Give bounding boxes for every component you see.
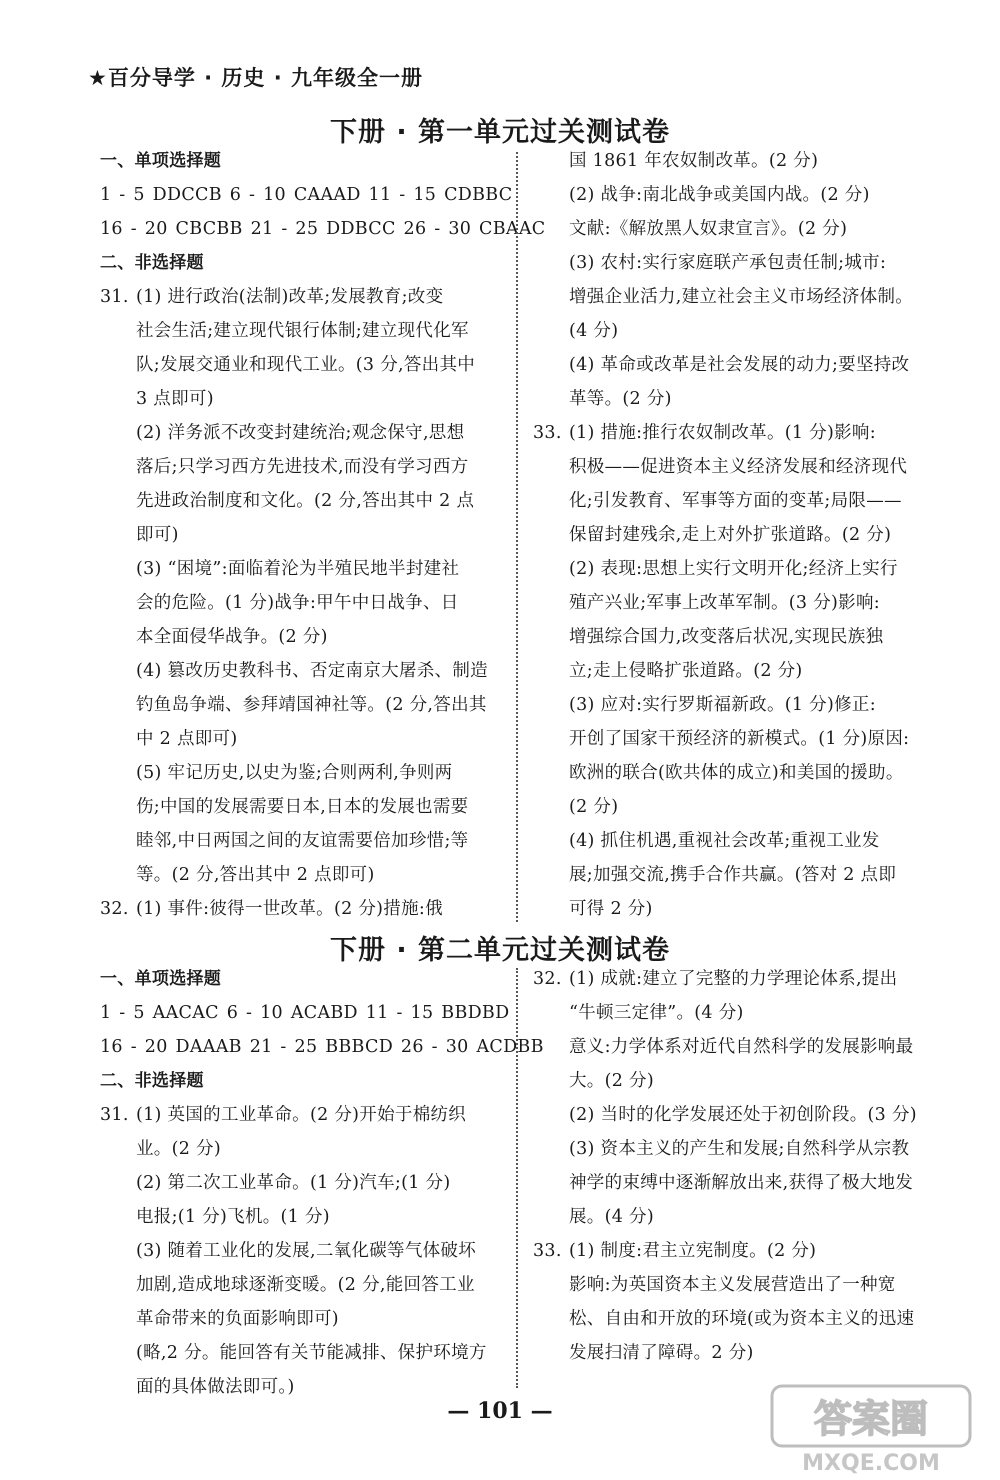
question-number: 33. xyxy=(533,423,562,443)
answer-text: (1) 制度:君主立宪制度。(2 分) xyxy=(569,1241,817,1261)
answer-line: 即可) xyxy=(136,525,179,545)
column-divider xyxy=(516,968,518,1388)
answer-text: (1) 事件:彼得一世改革。(2 分)措施:俄 xyxy=(136,899,443,919)
answer-line: 先进政治制度和文化。(2 分,答出其中 2 点 xyxy=(136,491,475,511)
answer-line: 欧洲的联合(欧共体的成立)和美国的援助。 xyxy=(569,763,904,783)
answer-line: 开创了国家干预经济的新模式。(1 分)原因: xyxy=(569,729,910,749)
answer-line: (4) 革命或改革是社会发展的动力;要坚持改 xyxy=(569,355,910,375)
answer-line: 3 点即可) xyxy=(136,389,214,409)
book-header: ★百分导学 · 历史 · 九年级全一册 xyxy=(88,66,424,90)
answer-line: (略,2 分。能回答有关节能减排、保护环境方 xyxy=(136,1343,487,1363)
answer-line: 加剧,造成地球逐渐变暖。(2 分,能回答工业 xyxy=(136,1275,475,1295)
answer-line: (3) 随着工业化的发展,二氧化碳等气体破坏 xyxy=(136,1241,477,1261)
answer-line: “牛顿三定律”。(4 分) xyxy=(569,1003,744,1023)
answer-line: 钓鱼岛争端、参拜靖国神社等。(2 分,答出其 xyxy=(136,695,487,715)
answer-line: 立;走上侵略扩张道路。(2 分) xyxy=(569,661,803,681)
answer-line: 睦邻,中日两国之间的友谊需要倍加珍惜;等 xyxy=(136,831,469,851)
watermark-logo xyxy=(766,1380,976,1476)
answer-line: 革命带来的负面影响即可) xyxy=(136,1309,339,1329)
answer-line: (2) 第二次工业革命。(1 分)汽车;(1 分) xyxy=(136,1173,451,1193)
answer-line: (5) 牢记历史,以史为鉴;合则两利,争则两 xyxy=(136,763,453,783)
question-line xyxy=(533,962,943,996)
answer-line: (2) 洋务派不改变封建统治;观念保守,思想 xyxy=(136,423,465,443)
answer-line: (4) 抓住机遇,重视社会改革;重视工业发 xyxy=(569,831,880,851)
answer-line: 增强综合国力,改变落后状况,实现民族独 xyxy=(569,627,884,647)
answer-line: (2 分) xyxy=(569,797,619,817)
question-number: 31. xyxy=(100,1105,129,1125)
answer-line: 电报;(1 分)飞机。(1 分) xyxy=(136,1207,330,1227)
answer-line: (4) 篡改历史教科书、否定南京大屠杀、制造 xyxy=(136,661,488,681)
answer-line: (3) 农村:实行家庭联产承包责任制;城市: xyxy=(569,253,887,273)
unit1-right-column xyxy=(533,144,943,926)
answer-line: 会的危险。(1 分)战争:甲午中日战争、日 xyxy=(136,593,459,613)
unit2-right-column xyxy=(533,962,943,1370)
answer-line: 落后;只学习西方先进技术,而没有学习西方 xyxy=(136,457,469,477)
answer-line: 发展扫清了障碍。2 分) xyxy=(569,1343,754,1363)
answer-line: (3) “困境”:面临着沦为半殖民地半封建社 xyxy=(136,559,460,579)
answer-line: 大。(2 分) xyxy=(569,1071,654,1091)
answer-line: 革等。(2 分) xyxy=(569,389,672,409)
unit2-left-column xyxy=(100,962,544,1404)
page-number: — 101 — xyxy=(447,1398,553,1424)
unit1-left-column xyxy=(100,144,546,926)
answer-line: 增强企业活力,建立社会主义市场经济体制。 xyxy=(569,287,914,307)
answer-line: 中 2 点即可) xyxy=(136,729,238,749)
answer-line: (2) 战争:南北战争或美国内战。(2 分) xyxy=(569,185,870,205)
answer-line: 文献:《解放黑人奴隶宣言》。(2 分) xyxy=(569,219,848,239)
section-heading: 一、单项选择题 xyxy=(100,969,222,989)
question-number: 32. xyxy=(100,899,129,919)
answer-line: 业。(2 分) xyxy=(136,1139,221,1159)
section-heading: 一、单项选择题 xyxy=(100,151,222,171)
answer-text: (1) 成就:建立了完整的力学理论体系,提出 xyxy=(569,969,898,989)
answer-line: 伤;中国的发展需要日本,日本的发展也需要 xyxy=(136,797,469,817)
answer-line: 展。(4 分) xyxy=(569,1207,654,1227)
column-divider xyxy=(516,152,518,922)
answer-key-line: 16 - 20 CBCBB 21 - 25 DDBCC 26 - 30 CBAAC xyxy=(100,219,546,239)
answer-line: 化;引发教育、军事等方面的变革;局限—— xyxy=(569,491,902,511)
answer-line: 国 1861 年农奴制改革。(2 分) xyxy=(569,151,819,171)
answer-line: 意义:力学体系对近代自然科学的发展影响最 xyxy=(569,1037,914,1057)
answer-key-line: 1 - 5 AACAC 6 - 10 ACABD 11 - 15 BBDBD xyxy=(100,1003,510,1023)
answer-line: 等。(2 分,答出其中 2 点即可) xyxy=(136,865,375,885)
answer-line: 展;加强交流,携手合作共赢。(答对 2 点即 xyxy=(569,865,897,885)
answer-line: 神学的束缚中逐渐解放出来,获得了极大地发 xyxy=(569,1173,914,1193)
question-line xyxy=(100,1098,505,1132)
answer-text: (1) 措施:推行农奴制改革。(1 分)影响: xyxy=(569,423,876,443)
answer-line: 队;发展交通业和现代工业。(3 分,答出其中 xyxy=(136,355,476,375)
answer-line: 本全面侵华战争。(2 分) xyxy=(136,627,328,647)
answer-line: 殖产兴业;军事上改革军制。(3 分)影响: xyxy=(569,593,880,613)
unit1-title: 下册 · 第一单元过关测试卷 xyxy=(329,117,671,148)
question-line xyxy=(100,280,505,314)
answer-key-line: 1 - 5 DDCCB 6 - 10 CAAAD 11 - 15 CDBBC xyxy=(100,185,513,205)
answer-text: (1) 英国的工业革命。(2 分)开始于棉纺织 xyxy=(136,1105,467,1125)
answer-line: 影响:为英国资本主义发展营造出了一种宽 xyxy=(569,1275,896,1295)
question-number: 32. xyxy=(533,969,562,989)
section-heading: 二、非选择题 xyxy=(100,253,204,273)
answer-line: 可得 2 分) xyxy=(569,899,653,919)
answer-line: (2) 当时的化学发展还处于初创阶段。(3 分) xyxy=(569,1105,917,1125)
watermark-text: 答案圈 xyxy=(813,1397,929,1441)
section-heading: 二、非选择题 xyxy=(100,1071,204,1091)
question-number: 33. xyxy=(533,1241,562,1261)
answer-key-line: 16 - 20 DAAAB 21 - 25 BBBCD 26 - 30 ACDBB xyxy=(100,1037,544,1057)
watermark-url: MXQE.COM xyxy=(802,1451,940,1476)
question-number: 31. xyxy=(100,287,129,307)
answer-line: 保留封建残余,走上对外扩张道路。(2 分) xyxy=(569,525,892,545)
question-line xyxy=(100,892,505,926)
answer-line: 积极——促进资本主义经济发展和经济现代 xyxy=(569,457,908,477)
answer-text: (1) 进行政治(法制)改革;发展教育;改变 xyxy=(136,287,444,307)
answer-line: (3) 应对:实行罗斯福新政。(1 分)修正: xyxy=(569,695,876,715)
answer-line: 面的具体做法即可。) xyxy=(136,1377,295,1397)
answer-line: (4 分) xyxy=(569,321,619,341)
answer-line: (2) 表现:思想上实行文明开化;经济上实行 xyxy=(569,559,898,579)
answer-line: 社会生活;建立现代银行体制;建立现代化军 xyxy=(136,321,469,341)
answer-line: (3) 资本主义的产生和发展;自然科学从宗教 xyxy=(569,1139,910,1159)
question-line xyxy=(533,1234,943,1268)
unit2-title: 下册 · 第二单元过关测试卷 xyxy=(329,935,671,966)
answer-line: 松、自由和开放的环境(或为资本主义的迅速 xyxy=(569,1309,915,1329)
question-line xyxy=(533,416,943,450)
